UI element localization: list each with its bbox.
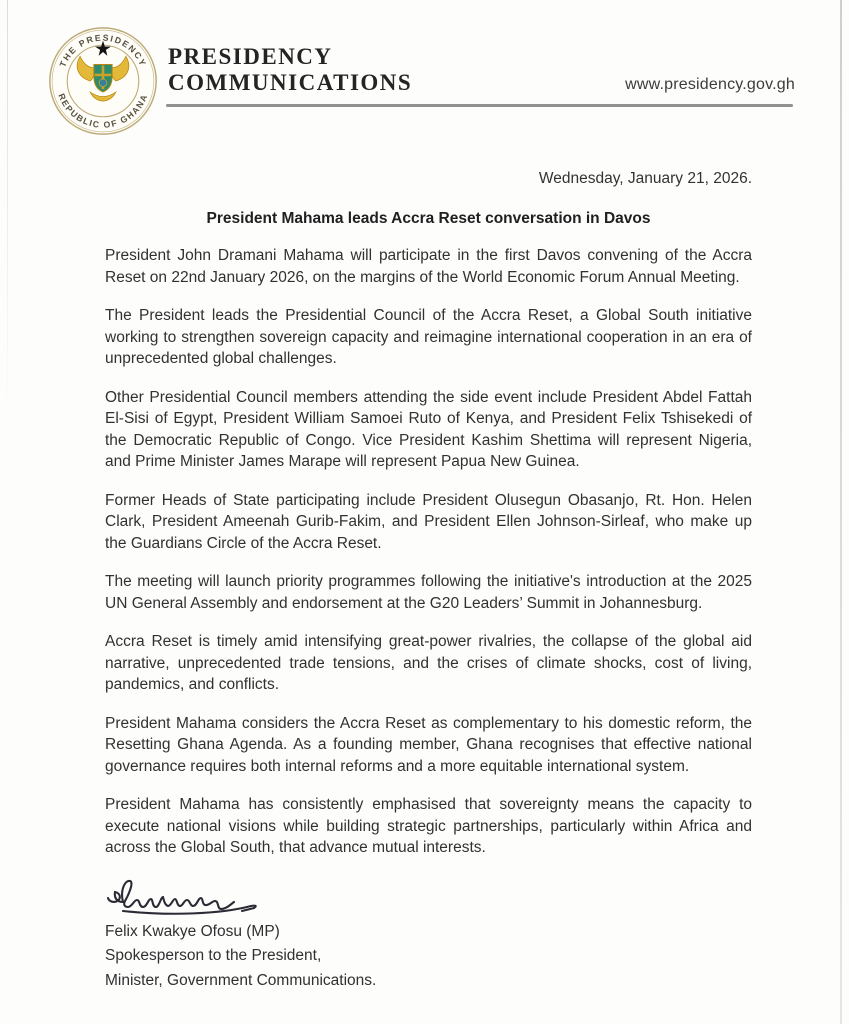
header-divider [166,104,793,107]
org-title-line2: COMMUNICATIONS [168,70,413,95]
seal-bottom-text: REPUBLIC OF GHANA [56,92,150,130]
signatory-role-1: Spokesperson to the President, [105,947,322,964]
website-url: www.presidency.gov.gh [625,76,795,93]
signatory-name: Felix Kwakye Ofosu (MP) [105,922,280,940]
document-title: President Mahama leads Accra Reset conversation in Davos [206,210,651,227]
org-title-line1: PRESIDENCY [168,44,333,69]
paragraph: Former Heads of State participating include President Olusegun Obasanjo, Rt. Hon. Helen Clark, President Ameenah Gurib-Fakim, and President Ellen Johnson-Sirleaf, who make up the Guardians Circle of the Accra Reset. [105,491,752,552]
paragraph: The meeting will launch priority programmes following the initiative's introduction at the 2025 UN General Assembly and endorsement at the G20 Leaders’ Summit in Johannesburg. [105,573,752,612]
presidency-seal-icon [48,26,158,136]
paragraph: President Mahama considers the Accra Reset as complementary to his domestic reform, the Resetting Ghana Agenda. As a founding member, Ghana recognises that effective national governance requires both internal reforms and a more equitable international system. [105,714,752,775]
org-title [168,44,412,96]
paragraphs [105,245,752,859]
letterhead [0,0,849,140]
letter-body [105,134,752,993]
paragraph: President John Dramani Mahama will participate in the first Davos convening of the Accra Reset on 22nd January 2026, on the margins of the World Economic Forum Annual Meeting. [105,247,752,286]
paragraph: The President leads the Presidential Council of the Accra Reset, a Global South initiative working to strengthen sovereign capacity and reimagine international cooperation in an era of unprecedented global challenges. [105,307,752,367]
paragraph: Other Presidential Council members attending the side event include President Abdel Fattah El-Sisi of Egypt, President William Samoei Ruto of Kenya, and President Felix Tshisekedi of the Democratic Republic of Congo. Vice President Kashim Shettima will represent Nigeria, and Prime Minister James Marape will represent Papua New Guinea. [105,388,752,470]
signatory-role-2: Minister, Government Communications. [105,971,377,989]
signature-block [105,872,752,994]
seal-top-text: THE PRESIDENCY [57,32,149,69]
photo-edge-right [840,0,842,1024]
paragraph: Accra Reset is timely amid intensifying great-power rivalries, the collapse of the global aid narrative, unprecedented trade tensions, and the crises of climate shocks, cost of living, pandemics, and conflicts. [105,633,752,693]
date-line: Wednesday, January 21, 2026. [538,170,752,187]
paragraph: President Mahama has consistently emphasised that sovereignty means the capacity to execute national visions while building strategic partnerships, particularly within Africa and across the Global South, that advance mutual interests. [105,796,752,856]
signature-image [101,872,271,918]
